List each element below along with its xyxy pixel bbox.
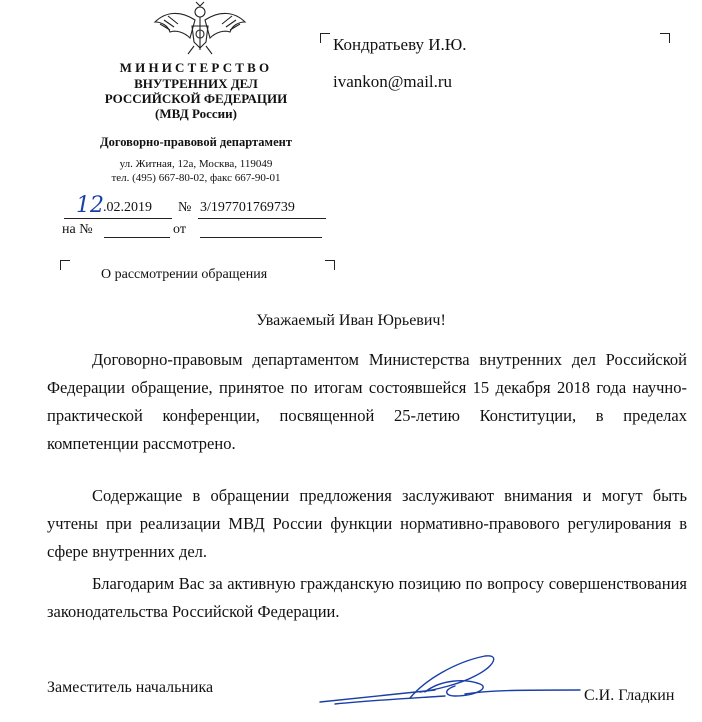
ministry-title-line3: РОССИЙСКОЙ ФЕДЕРАЦИИ xyxy=(104,91,288,106)
from-underline xyxy=(200,237,322,238)
coat-of-arms-emblem xyxy=(150,0,250,55)
ministry-title-line1: МИНИСТЕРСТВО xyxy=(119,60,273,75)
signatory-name: С.И. Гладкин xyxy=(584,687,675,704)
body-paragraph-1: Договорно-правовым департаментом Министерства внутренних дел Российской Федерации обращение, принятое по итогам состоявшейся 15 декабря 2018 года научно-практической конференции, посвященной 25-летию Конституции, в пределах компетенции рассмотрено. xyxy=(47,350,687,453)
recipient-corner-left xyxy=(320,33,330,43)
salutation: Уважаемый Иван Юрьевич! xyxy=(256,312,446,329)
department-phone: тел. (495) 667-80-02, факс 667-90-01 xyxy=(111,172,281,184)
in-reply-underline xyxy=(104,237,170,238)
department-address: ул. Житная, 12а, Москва, 119049 xyxy=(119,158,273,170)
recipient-corner-right xyxy=(660,33,670,43)
number-label: № xyxy=(178,200,192,215)
signatory-position: Заместитель начальника xyxy=(47,679,214,696)
handwritten-signature xyxy=(315,650,585,710)
number-underline xyxy=(198,218,326,219)
ministry-title-line2: ВНУТРЕННИХ ДЕЛ xyxy=(134,76,258,91)
department-name: Договорно-правовой департамент xyxy=(100,135,292,149)
subject-corner-right xyxy=(325,260,335,270)
subject-corner-left xyxy=(60,260,70,270)
recipient-name: Кондратьеву И.Ю. xyxy=(333,35,467,54)
date-printed: .02.2019 xyxy=(103,200,152,215)
in-reply-label: на № xyxy=(62,222,93,237)
date-underline xyxy=(64,218,172,219)
outgoing-number: 3/197701769739 xyxy=(200,200,295,215)
body-paragraph-2: Содержащие в обращении предложения заслуживают внимания и могут быть учтены при реализации МВД России функции нормативно-правового регулирования в сфере внутренних дел. xyxy=(47,486,687,561)
from-label: от xyxy=(173,222,186,237)
ministry-title-line4: (МВД России) xyxy=(155,106,237,121)
letter-subject: О рассмотрении обращения xyxy=(101,267,268,282)
date-handwritten: 12 xyxy=(76,193,104,218)
recipient-email: ivankon@mail.ru xyxy=(333,72,453,91)
body-paragraph-3: Благодарим Вас за активную гражданскую позицию по вопросу совершенствования законодательства Российской Федерации. xyxy=(47,574,687,621)
